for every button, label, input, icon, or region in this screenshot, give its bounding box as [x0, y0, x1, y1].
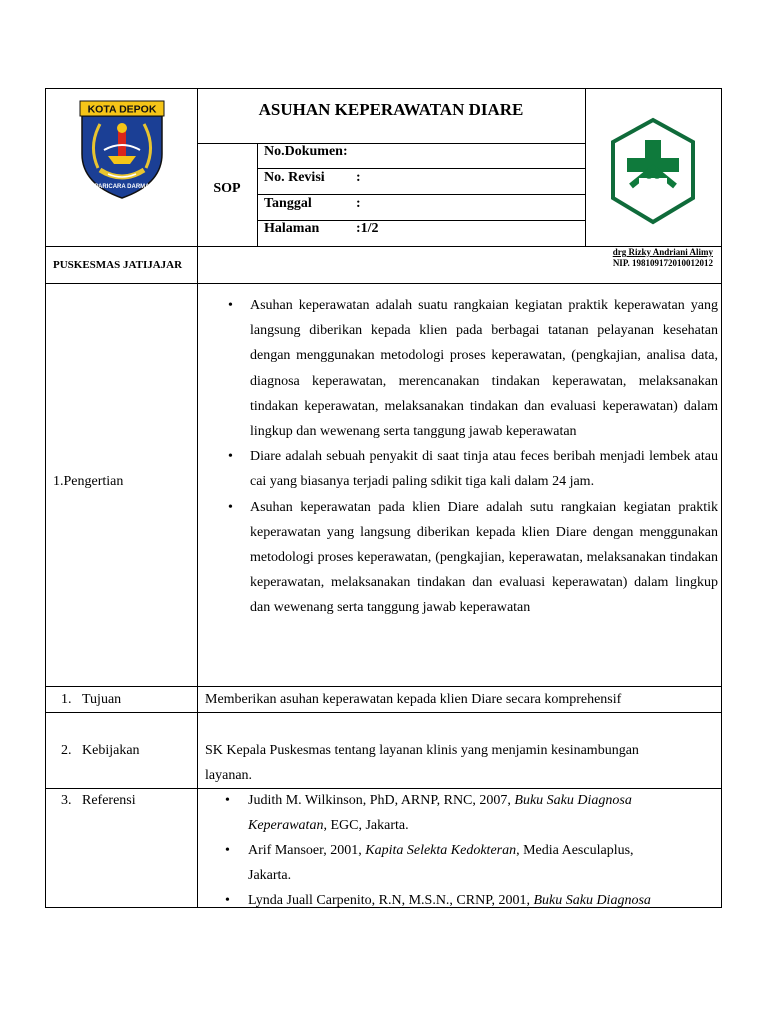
section-label-tujuan: Tujuan [82, 692, 122, 707]
field-tanggal-value: : [356, 196, 361, 211]
reference-1-line1: Judith M. Wilkinson, PhD, ARNP, RNC, 2007, Buku Saku Diagnosa [248, 793, 632, 808]
list-item [228, 293, 718, 444]
reference-2-line2: Jakarta. [248, 868, 292, 883]
reference-2-line1: Arif Mansoer, 2001, Kapita Selekta Kedokteran, Media Aesculaplus, [248, 843, 634, 858]
bullet: • [228, 499, 233, 515]
section-num-kebijakan: 2. [61, 743, 72, 758]
sop-label: SOP [213, 181, 241, 196]
kebijakan-text-line2: layanan. [205, 768, 253, 783]
divider [45, 283, 722, 284]
section-label-referensi: Referensi [82, 793, 136, 808]
kota-depok-logo [78, 100, 166, 200]
pengertian-list [228, 293, 718, 621]
organization-name: PUSKESMAS JATIJAJAR [53, 259, 183, 271]
reference-1-line2: Keperawatan, EGC, Jakarta. [248, 818, 409, 833]
section-num-tujuan: 1. [61, 692, 72, 707]
field-no-dokumen-label: No.Dokumen: [264, 144, 348, 159]
section-label-pengertian: 1.Pengertian [53, 474, 124, 489]
logo-motto-text: PARICARA DARMA [94, 184, 150, 190]
pengertian-item-1: Asuhan keperawatan adalah suatu rangkaian kegiatan praktik keperawatan yang langsung diberikan kepada klien pada berbagai tatanan pelayanan kesehatan dengan menggunakan metodologi proses keperawatan, (pengkajian, analisa data, diagnosa keperawatan, merencanakan tindakan keperawatan, melaksanakan tindakan keperawatan, melaksanakan tindakan dan evaluasi keperawatan) dalam lingkup dan wewenang serta tanggung jawab keperawatan [250, 298, 718, 440]
bullet: • [225, 793, 230, 808]
document-title: ASUHAN KEPERAWATAN DIARE [258, 100, 524, 119]
field-halaman-label: Halaman [264, 221, 320, 236]
section-label-kebijakan: Kebijakan [82, 743, 140, 758]
kebijakan-text-line1: SK Kepala Puskesmas tentang layanan klinis yang menjamin kesinambungan [205, 743, 639, 758]
bullet: • [225, 893, 230, 908]
bullet: • [225, 843, 230, 858]
divider [257, 194, 585, 195]
divider [585, 88, 586, 246]
signer-nip: NIP. 198109172010012012 [612, 258, 713, 268]
divider [257, 168, 585, 169]
pengertian-item-3: Asuhan keperawatan pada klien Diare adalah sutu rangkaian kegiatan praktik keperawatan yang langsung diberikan kepada klien Diare dengan menggunakan metodologi proses keperawatan, (pengkajian, keperawatan, melaksanakan tindakan keperawatan, melaksanakan tindakan dan evaluasi keperawatan) dalam lingkup dan wewenang serta tanggung jawab keperawatan [250, 499, 718, 616]
bullet: • [228, 298, 233, 313]
field-halaman-value: :1/2 [356, 221, 379, 236]
logo-banner-text: KOTA DEPOK [87, 103, 157, 116]
field-no-revisi-label: No. Revisi [264, 170, 325, 185]
field-tanggal-label: Tanggal [264, 196, 312, 211]
divider [197, 283, 198, 908]
bullet: • [228, 449, 233, 465]
section-num-referensi: 3. [61, 793, 72, 808]
tujuan-text: Memberikan asuhan keperawatan kepada klien Diare secara komprehensif [205, 692, 622, 707]
list-item [228, 495, 718, 621]
puskesmas-logo [609, 116, 697, 228]
signer-name: drg Rizky Andriani Alimy [612, 247, 713, 257]
divider [197, 143, 585, 144]
field-no-revisi-value: : [356, 170, 361, 185]
pengertian-item-2: Diare adalah sebuah penyakit di saat tinja atau feces beribah menjadi lembek atau cai yang biasanya terjadi paling sdikit tiga kali dalam 24 jam. [250, 449, 718, 490]
list-item [228, 444, 718, 494]
reference-3-line1: Lynda Juall Carpenito, R.N, M.S.N., CRNP, 2001, Buku Saku Diagnosa [248, 893, 651, 908]
